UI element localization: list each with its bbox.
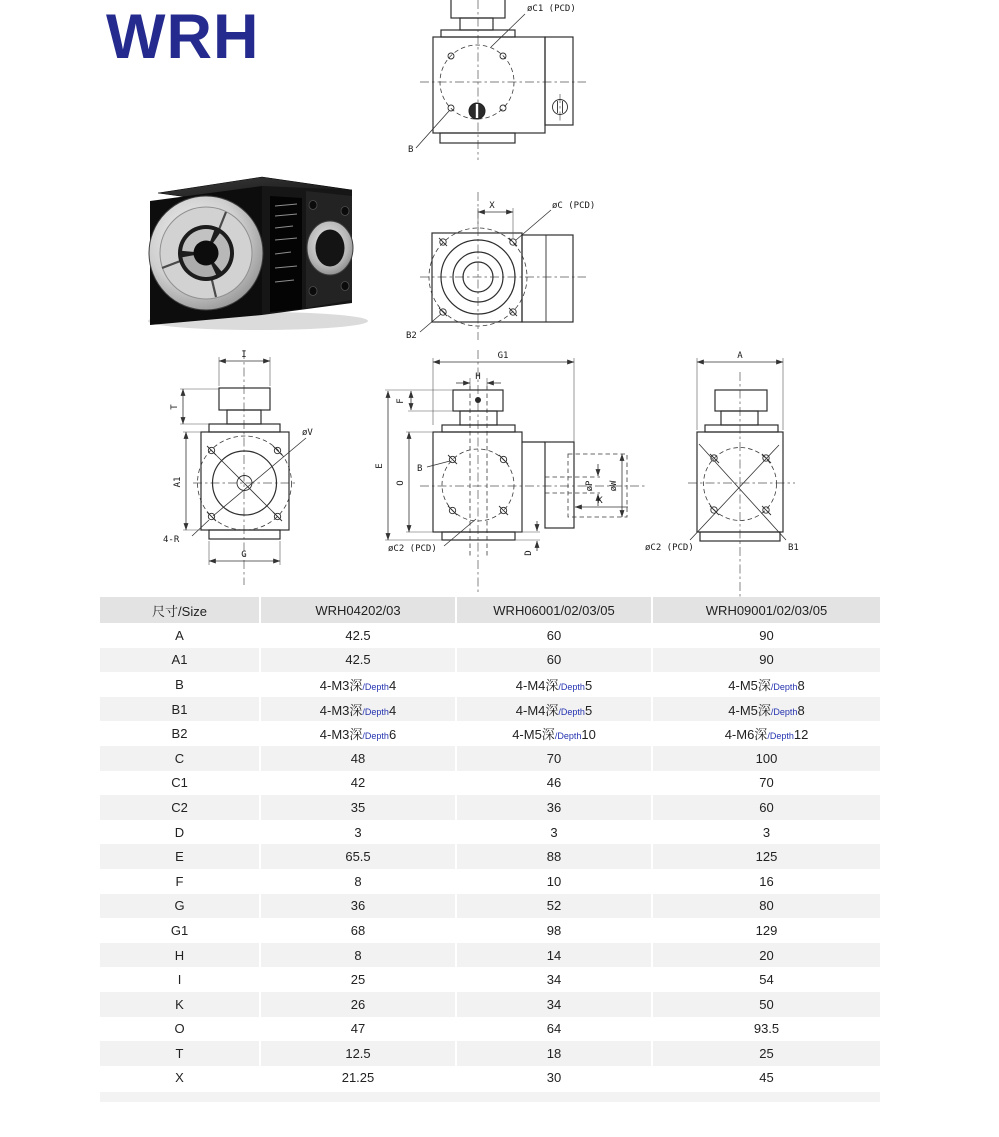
dim-label-p: øP bbox=[585, 480, 595, 492]
size-cell: T bbox=[100, 1041, 260, 1066]
value-cell: 14 bbox=[456, 943, 652, 968]
dim-label-x: X bbox=[489, 201, 495, 211]
size-cell: C2 bbox=[100, 795, 260, 820]
drawing-top-view bbox=[408, 0, 586, 160]
table-row bbox=[100, 697, 880, 722]
dim-label-a: A bbox=[737, 351, 743, 361]
value-cell: 4-M4深/Depth5 bbox=[456, 697, 652, 722]
dim-label-e: E bbox=[375, 463, 385, 469]
size-cell: A bbox=[175, 627, 184, 643]
column-header: 尺寸/Size bbox=[100, 597, 260, 623]
size-cell: A1 bbox=[100, 648, 260, 673]
size-cell: K bbox=[100, 992, 260, 1017]
value-cell: 4-M5深/Depth8 bbox=[652, 697, 880, 722]
value-cell: 10 bbox=[456, 869, 652, 894]
output-flange-face bbox=[306, 191, 353, 308]
spec-table bbox=[100, 597, 880, 1090]
dim-label-w: øW bbox=[609, 480, 619, 492]
drawing-back-view bbox=[645, 351, 799, 598]
size-cell: O bbox=[174, 1021, 185, 1037]
value-cell: 4-M5深/Depth8 bbox=[652, 672, 880, 697]
table-row bbox=[100, 746, 880, 771]
value-cell: 34 bbox=[456, 967, 652, 992]
value-cell: 36 bbox=[260, 894, 456, 919]
value-cell: 80 bbox=[652, 894, 880, 919]
value-cell: 20 bbox=[652, 943, 880, 968]
value-cell: 129 bbox=[652, 918, 880, 943]
size-cell: C1 bbox=[171, 775, 188, 791]
value-cell: 42.5 bbox=[260, 623, 456, 648]
dim-label-k: K bbox=[597, 496, 603, 506]
value-cell: 68 bbox=[260, 918, 456, 943]
value-cell: 18 bbox=[456, 1041, 652, 1066]
dim-label-c2-pcd-back: øC2 (PCD) bbox=[645, 543, 694, 553]
table-row bbox=[100, 844, 880, 869]
dim-label-b-side: B bbox=[417, 464, 423, 474]
column-header: WRH04202/03 bbox=[260, 597, 456, 623]
value-cell: 42 bbox=[260, 771, 456, 796]
value-cell: 98 bbox=[456, 918, 652, 943]
table-row bbox=[100, 648, 880, 673]
value-cell: 125 bbox=[652, 844, 880, 869]
dim-label-h: H bbox=[475, 372, 481, 382]
value-cell: 3 bbox=[652, 820, 880, 845]
value-cell: 88 bbox=[456, 844, 652, 869]
table-row bbox=[100, 869, 880, 894]
value-cell: 70 bbox=[456, 746, 652, 771]
value-cell: 8 bbox=[260, 869, 456, 894]
value-cell: 4-M4深/Depth5 bbox=[456, 672, 652, 697]
dim-label-t: T bbox=[170, 404, 180, 410]
column-header: WRH09001/02/03/05 bbox=[652, 597, 880, 623]
table-row bbox=[100, 894, 880, 919]
value-cell: 60 bbox=[652, 795, 880, 820]
size-cell: X bbox=[175, 1070, 184, 1086]
table-row bbox=[100, 623, 880, 648]
dim-label-c2-pcd-side: øC2 (PCD) bbox=[388, 544, 437, 554]
value-cell: 4-M5深/Depth10 bbox=[456, 721, 652, 746]
dim-label-i: I bbox=[241, 350, 247, 360]
value-cell: 30 bbox=[456, 1066, 652, 1091]
value-cell: 90 bbox=[652, 648, 880, 673]
value-cell: 21.25 bbox=[260, 1066, 456, 1091]
drawing-front-view bbox=[163, 350, 313, 585]
value-cell: 25 bbox=[260, 967, 456, 992]
dim-label-4r: 4-R bbox=[163, 535, 180, 545]
value-cell: 60 bbox=[456, 623, 652, 648]
column-header: WRH06001/02/03/05 bbox=[456, 597, 652, 623]
value-cell: 64 bbox=[456, 1017, 652, 1042]
table-row bbox=[100, 721, 880, 746]
dim-label-b: B bbox=[408, 145, 414, 155]
value-cell: 100 bbox=[652, 746, 880, 771]
size-cell: G1 bbox=[170, 922, 189, 938]
table-row bbox=[100, 992, 880, 1017]
dim-label-c1-pcd: øC1 (PCD) bbox=[527, 4, 576, 14]
value-cell: 34 bbox=[456, 992, 652, 1017]
dim-label-g1: G1 bbox=[497, 351, 509, 361]
value-cell: 8 bbox=[260, 943, 456, 968]
value-cell: 45 bbox=[652, 1066, 880, 1091]
drawing-face-view bbox=[406, 192, 595, 341]
spec-table-head-row bbox=[100, 597, 880, 623]
table-row bbox=[100, 771, 880, 796]
value-cell: 54 bbox=[652, 967, 880, 992]
value-cell: 65.5 bbox=[260, 844, 456, 869]
table-row bbox=[100, 1066, 880, 1091]
table-row bbox=[100, 1017, 880, 1042]
size-cell: D bbox=[174, 824, 185, 840]
size-cell: C bbox=[100, 746, 260, 771]
value-cell: 12.5 bbox=[260, 1041, 456, 1066]
value-cell: 35 bbox=[260, 795, 456, 820]
size-cell: G bbox=[100, 894, 260, 919]
dim-label-d: D bbox=[524, 550, 534, 556]
dim-label-o: O bbox=[396, 480, 406, 486]
drawing-side-view bbox=[375, 350, 645, 592]
value-cell: 93.5 bbox=[652, 1017, 880, 1042]
table-row bbox=[100, 672, 880, 697]
value-cell: 4-M6深/Depth12 bbox=[652, 721, 880, 746]
value-cell: 36 bbox=[456, 795, 652, 820]
table-row bbox=[100, 918, 880, 943]
value-cell: 70 bbox=[652, 771, 880, 796]
value-cell: 3 bbox=[456, 820, 652, 845]
value-cell: 90 bbox=[652, 623, 880, 648]
size-cell: B bbox=[175, 676, 184, 692]
value-cell: 4-M3深/Depth4 bbox=[260, 672, 456, 697]
value-cell: 42.5 bbox=[260, 648, 456, 673]
collet-output bbox=[149, 196, 263, 310]
value-cell: 48 bbox=[260, 746, 456, 771]
value-cell: 47 bbox=[260, 1017, 456, 1042]
spec-table-body bbox=[100, 623, 880, 1090]
dim-label-f: F bbox=[396, 398, 406, 404]
size-cell: B1 bbox=[100, 697, 260, 722]
value-cell: 3 bbox=[260, 820, 456, 845]
product-photo bbox=[148, 177, 368, 330]
table-row bbox=[100, 967, 880, 992]
value-cell: 16 bbox=[652, 869, 880, 894]
dim-label-c-pcd: øC (PCD) bbox=[552, 201, 596, 211]
size-cell: B2 bbox=[171, 726, 188, 742]
value-cell: 4-M3深/Depth4 bbox=[260, 697, 456, 722]
value-cell: 52 bbox=[456, 894, 652, 919]
dim-label-b2: B2 bbox=[406, 331, 417, 341]
size-cell: I bbox=[177, 972, 182, 988]
table-row bbox=[100, 1041, 880, 1066]
brand-logo: WRH bbox=[106, 2, 260, 72]
table-footer-strip bbox=[100, 1092, 880, 1102]
value-cell: 46 bbox=[456, 771, 652, 796]
value-cell: 50 bbox=[652, 992, 880, 1017]
dim-label-v: øV bbox=[302, 428, 313, 438]
table-row bbox=[100, 795, 880, 820]
value-cell: 25 bbox=[652, 1041, 880, 1066]
size-cell: F bbox=[175, 873, 184, 889]
dim-label-a1: A1 bbox=[173, 476, 183, 488]
value-cell: 26 bbox=[260, 992, 456, 1017]
value-cell: 4-M3深/Depth6 bbox=[260, 721, 456, 746]
dim-label-g: G bbox=[241, 550, 247, 560]
table-row bbox=[100, 820, 880, 845]
size-cell: E bbox=[100, 844, 260, 869]
dim-label-b1: B1 bbox=[788, 543, 799, 553]
size-cell: H bbox=[100, 943, 260, 968]
value-cell: 60 bbox=[456, 648, 652, 673]
table-row bbox=[100, 943, 880, 968]
